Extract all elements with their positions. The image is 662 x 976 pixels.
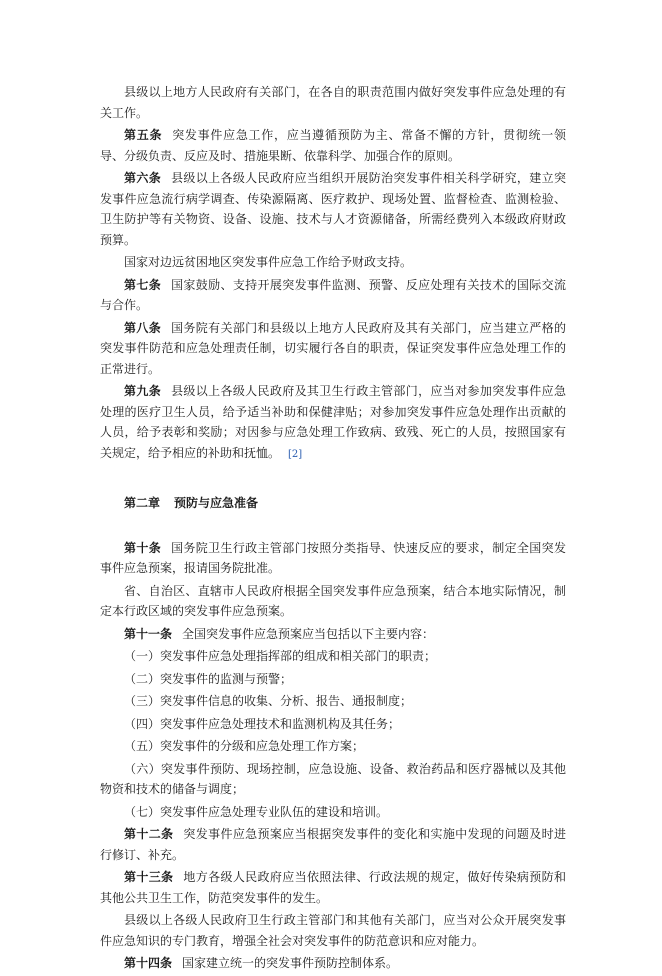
article-group-1	[100, 82, 566, 379]
paragraph	[100, 910, 566, 951]
article-text: 国务院卫生行政主管部门按照分类指导、快速反应的要求，制定全国突发事件应急预案，报请国务院批准。	[100, 540, 566, 575]
article-text: 县级以上各级人民政府应当组织开展防治突发事件相关科学研究，建立突发事件应急流行病学调查、传染源隔离、医疗救护、现场处置、监督检查、监测检验、卫生防护等有关物资、设备、设施、技术与人才资源储备，所需经费列入本级政府财政预算。	[100, 171, 566, 247]
list-item: （二）突发事件的监测与预警；	[124, 671, 293, 686]
chapter-title: 预防与应急准备	[174, 496, 259, 510]
paragraph	[100, 125, 566, 166]
list-item: （六）突发事件预防、现场控制，应急设施、设备、救治药品和医疗器械以及其他物资和技术的储备与调度；	[100, 761, 566, 796]
article-text: 国家建立统一的突发事件预防控制体系。	[182, 956, 399, 970]
paragraph	[100, 318, 566, 380]
article-group-3	[100, 824, 566, 974]
article-text: 国家鼓励、支持开展突发事件监测、预警、反应处理有关技术的国际交流与合作。	[100, 277, 566, 312]
article-text: 省、自治区、直辖市人民政府根据全国突发事件应急预案，结合本地实际情况，制定本行政区域的突发事件应急预案。	[100, 583, 566, 618]
list-item: （七）突发事件应急处理专业队伍的建设和培训。	[124, 804, 389, 819]
paragraph	[100, 624, 566, 645]
article-number: 第十条	[124, 540, 162, 555]
article-text: 突发事件应急工作，应当遵循预防为主、常备不懈的方针，贯彻统一领导、分级负责、反应及时、措施果断、依靠科学、加强合作的原则。	[100, 128, 566, 163]
list-item: （四）突发事件应急处理技术和监测机构及其任务；	[124, 716, 401, 731]
article-number: 第七条	[124, 277, 162, 292]
chapter-number: 第二章	[124, 496, 161, 510]
list-item: （一）突发事件应急处理指挥部的组成和相关部门的职责；	[124, 649, 437, 663]
article-text: 全国突发事件应急预案应当包括以下主要内容：	[182, 626, 435, 641]
paragraph	[100, 581, 566, 622]
article-text: 县级以上地方人民政府有关部门，在各自的职责范围内做好突发事件应急处理的有关工作。	[100, 85, 566, 120]
article-number: 第九条	[124, 384, 162, 398]
article-text: 国务院有关部门和县级以上地方人民政府及其有关部门，应当建立严格的突发事件防范和应急处理责任制，切实履行各自的职责，保证突发事件应急处理工作的正常进行。	[100, 320, 566, 376]
document-page	[100, 82, 566, 976]
chapter-heading	[124, 493, 566, 514]
article-number: 第十四条	[124, 956, 173, 970]
article-text: 县级以上各级人民政府及其卫生行政主管部门，应当对参加突发事件应急处理的医疗卫生人员，给予适当补助和保健津贴；对参加突发事件应急处理作出贡献的人员，给予表彰和奖励；对因参与应急处理工作致病、致残、死亡的人员，按照国家有关规定，给予相应的补助和抚恤。	[100, 384, 566, 460]
article-number: 第十二条	[124, 827, 174, 841]
article-number: 第八条	[124, 320, 162, 335]
paragraph	[100, 953, 566, 974]
reference-link[interactable]: [2]	[288, 448, 303, 460]
list-item: （三）突发事件信息的收集、分析、报告、通报制度；	[124, 694, 413, 708]
list-item: （五）突发事件的分级和应急处理工作方案；	[124, 739, 365, 753]
article-number: 第五条	[124, 128, 163, 142]
article-number: 第十三条	[124, 870, 174, 884]
article-text: 国家对边远贫困地区突发事件应急工作给予财政支持。	[124, 255, 413, 269]
list-items	[100, 646, 566, 822]
article-number: 第十一条	[124, 626, 173, 641]
paragraph	[100, 168, 566, 250]
paragraph	[100, 275, 566, 316]
paragraph	[100, 538, 566, 579]
paragraph	[100, 867, 566, 908]
article-9	[100, 381, 566, 465]
article-text: 突发事件应急预案应当根据突发事件的变化和实施中发现的问题及时进行修订、补充。	[100, 827, 566, 862]
article-text: 地方各级人民政府应当依照法律、行政法规的规定，做好传染病预防和其他公共卫生工作，防范突发事件的发生。	[100, 870, 566, 905]
article-number: 第六条	[124, 171, 162, 185]
paragraph	[100, 252, 566, 273]
paragraph	[100, 82, 566, 123]
article-text: 县级以上各级人民政府卫生行政主管部门和其他有关部门，应当对公众开展突发事件应急知识的专门教育，增强全社会对突发事件的防范意识和应对能力。	[100, 913, 566, 948]
article-group-2	[100, 538, 566, 645]
paragraph	[100, 824, 566, 865]
